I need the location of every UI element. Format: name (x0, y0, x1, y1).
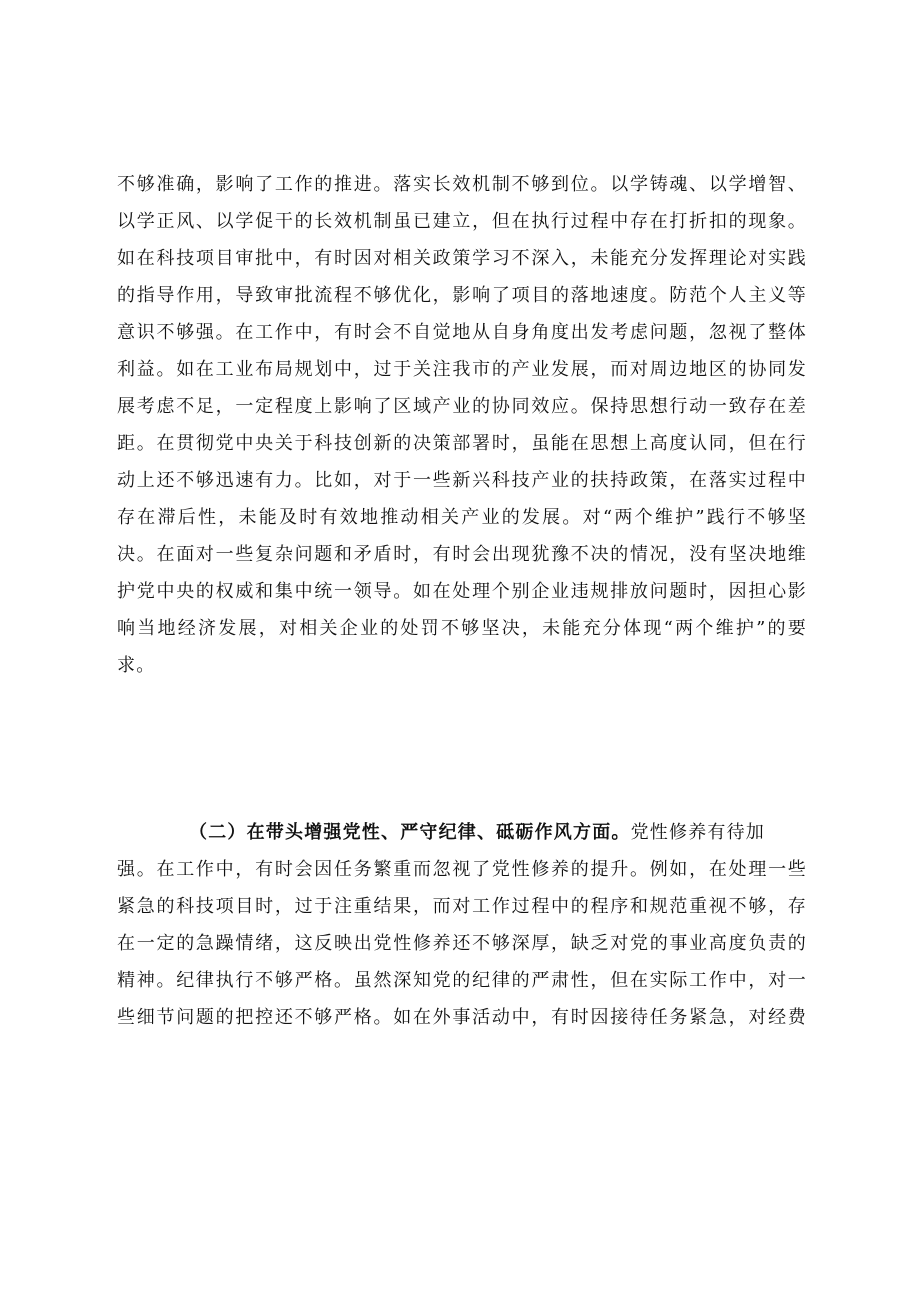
paragraph-line: 意识不够强。在工作中，有时会不自觉地从自身角度出发考虑问题，忽视了整体 (117, 322, 807, 343)
paragraph-line: 存在滞后性，未能及时有效地推动相关产业的发展。对“两个维护”践行不够坚 (117, 507, 807, 528)
paragraph-line: 动上还不够迅速有力。比如，对于一些新兴科技产业的扶持政策，在落实过程中 (117, 470, 807, 491)
paragraph-line: 护党中央的权威和集中统一领导。如在处理个别企业违规排放问题时，因担心影 (117, 581, 807, 602)
paragraph-2 (117, 814, 807, 1036)
paragraph-line: 强。在工作中，有时会因任务繁重而忽视了党性修养的提升。例如，在处理一些 (117, 859, 807, 880)
paragraph-first-line-text: 党性修养有待加 (630, 822, 766, 843)
paragraph-line: 以学正风、以学促干的长效机制虽已建立，但在执行过程中存在打折扣的现象。 (117, 211, 807, 232)
paragraph-1 (117, 166, 807, 684)
paragraph-line: 响当地经济发展，对相关企业的处罚不够坚决，未能充分体现“两个维护”的要 (117, 618, 807, 639)
paragraph-line: 决。在面对一些复杂问题和矛盾时，有时会出现犹豫不决的情况，没有坚决地维 (117, 544, 807, 565)
paragraph-line: 距。在贯彻党中央关于科技创新的决策部署时，虽能在思想上高度认同，但在行 (117, 433, 807, 454)
paragraph-first-line (117, 814, 807, 851)
paragraph-line: 求。 (117, 655, 156, 676)
paragraph-line: 的指导作用，导致审批流程不够优化，影响了项目的落地速度。防范个人主义等 (117, 285, 807, 306)
paragraph-line: 些细节问题的把控还不够严格。如在外事活动中，有时因接待任务紧急，对经费 (117, 1007, 807, 1028)
paragraph-line: 如在科技项目审批中，有时因对相关政策学习不深入，未能充分发挥理论对实践 (117, 248, 807, 269)
section-heading: （二）在带头增强党性、严守纪律、砥砺作风方面。 (189, 822, 631, 843)
paragraph-line: 精神。纪律执行不够严格。虽然深知党的纪律的严肃性，但在实际工作中，对一 (117, 970, 807, 991)
paragraph-line: 紧急的科技项目时，过于注重结果，而对工作过程中的程序和规范重视不够，存 (117, 896, 807, 917)
paragraph-line: 不够准确，影响了工作的推进。落实长效机制不够到位。以学铸魂、以学增智、 (117, 174, 807, 195)
paragraph-line: 展考虑不足，一定程度上影响了区域产业的协同效应。保持思想行动一致存在差 (117, 396, 807, 417)
paragraph-line: 利益。如在工业布局规划中，过于关注我市的产业发展，而对周边地区的协同发 (117, 359, 807, 380)
paragraph-line: 在一定的急躁情绪，这反映出党性修养还不够深厚，缺乏对党的事业高度负责的 (117, 933, 807, 954)
